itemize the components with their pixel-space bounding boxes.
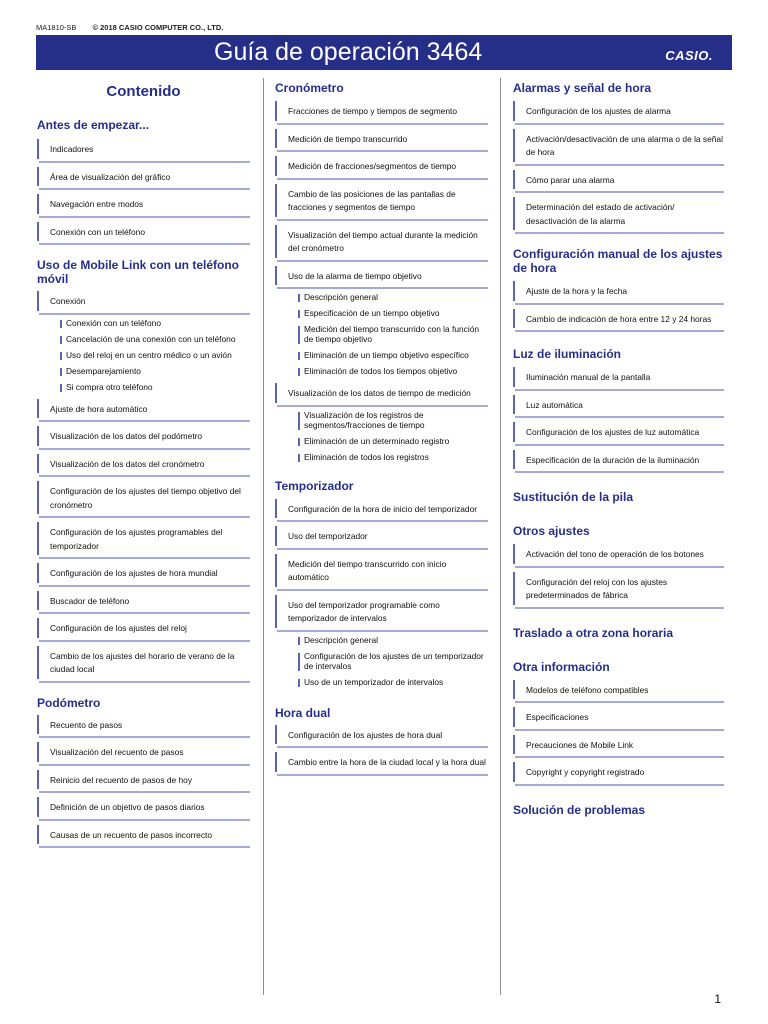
toc-link[interactable]: Conexión xyxy=(37,291,250,311)
toc-link[interactable]: Modelos de teléfono compatibles xyxy=(513,680,724,700)
toc-link[interactable]: Ajuste de hora automático xyxy=(37,399,250,419)
toc-link[interactable]: Activación/desactivación de una alarma o de la señal de hora xyxy=(513,129,724,162)
toc-link[interactable]: Visualización de los datos del cronómetro xyxy=(37,454,250,474)
copyright: © 2018 CASIO COMPUTER CO., LTD. xyxy=(92,23,224,32)
toc-link[interactable]: Uso del temporizador programable como temporizador de intervalos xyxy=(275,595,488,628)
toc-link[interactable]: Configuración de la hora de inicio del temporizador xyxy=(275,499,488,519)
toc-link[interactable]: Uso de la alarma de tiempo objetivo xyxy=(275,266,488,286)
section-heading[interactable]: Antes de empezar... xyxy=(37,118,150,132)
section-heading[interactable]: Cronómetro xyxy=(275,81,344,95)
toc-sublink[interactable]: Medición del tiempo transcurrido con la función de tiempo objetivo xyxy=(275,324,488,344)
toc-link[interactable]: Determinación del estado de activación/ desactivación de la alarma xyxy=(513,197,724,230)
toc-sublink[interactable]: Si compra otro teléfono xyxy=(37,382,250,392)
toc-sublink[interactable]: Uso del reloj en un centro médico o un avión xyxy=(37,350,250,360)
section-heading[interactable]: Otra información xyxy=(513,659,610,674)
toc-link[interactable]: Uso del temporizador xyxy=(275,526,488,546)
toc-link[interactable]: Área de visualización del gráfico xyxy=(37,167,250,187)
toc-link[interactable]: Ajuste de la hora y la fecha xyxy=(513,281,724,301)
section-heading[interactable]: Temporizador xyxy=(275,478,354,493)
column-3 xyxy=(513,78,724,817)
page-title: Guía de operación 3464 xyxy=(214,38,483,66)
page-number: 1 xyxy=(714,992,721,1006)
toc-link[interactable]: Medición de tiempo transcurrido xyxy=(275,129,488,149)
toc-link[interactable]: Configuración de los ajustes del reloj xyxy=(37,618,250,638)
toc-link[interactable]: Cambio de las posiciones de las pantallas de fracciones y segmentos de tiempo xyxy=(275,184,488,217)
toc-link[interactable]: Conexión con un teléfono xyxy=(37,222,250,242)
toc-sublink[interactable]: Desemparejamiento xyxy=(37,366,250,376)
toc-link[interactable]: Medición de fracciones/segmentos de tiempo xyxy=(275,156,488,176)
toc-link[interactable]: Indicadores xyxy=(37,139,250,159)
toc-sublink[interactable]: Conexión con un teléfono xyxy=(37,318,250,328)
toc-link[interactable]: Buscador de teléfono xyxy=(37,591,250,611)
toc-link[interactable]: Cambio de los ajustes del horario de verano de la ciudad local xyxy=(37,646,250,679)
toc-link[interactable]: Activación del tono de operación de los botones xyxy=(513,544,724,564)
toc-link[interactable]: Visualización de los datos del podómetro xyxy=(37,426,250,446)
toc-link[interactable]: Fracciones de tiempo y tiempos de segmento xyxy=(275,101,488,121)
column-2 xyxy=(275,78,488,772)
toc-link[interactable]: Visualización del tiempo actual durante la medición del cronómetro xyxy=(275,225,488,258)
toc-link[interactable]: Definición de un objetivo de pasos diarios xyxy=(37,797,250,817)
toc-sublink[interactable]: Eliminación de todos los registros xyxy=(275,452,488,462)
toc-link[interactable]: Configuración del reloj con los ajustes predeterminados de fábrica xyxy=(513,572,724,605)
column-divider xyxy=(500,78,501,995)
column-divider xyxy=(263,78,264,995)
toc-sublink[interactable]: Configuración de los ajustes de un temporizador de intervalos xyxy=(275,651,488,671)
toc-link[interactable]: Especificaciones xyxy=(513,707,724,727)
section-heading[interactable]: Sustitución de la pila xyxy=(513,490,634,504)
toc-link[interactable]: Cómo parar una alarma xyxy=(513,170,724,190)
contents-title: Contenido xyxy=(106,83,181,100)
toc-link[interactable]: Reinicio del recuento de pasos de hoy xyxy=(37,770,250,790)
toc-link[interactable]: Causas de un recuento de pasos incorrecto xyxy=(37,825,250,845)
toc-sublink[interactable]: Eliminación de todos los tiempos objetivo xyxy=(275,366,488,376)
toc-link[interactable]: Luz automática xyxy=(513,395,724,415)
section-heading[interactable]: Otros ajustes xyxy=(513,524,590,538)
section-heading[interactable]: Alarmas y señal de hora xyxy=(513,81,652,95)
toc-link[interactable]: Cambio de indicación de hora entre 12 y 24 horas xyxy=(513,309,724,329)
toc-sublink[interactable]: Descripción general xyxy=(275,292,488,302)
toc-sublink[interactable]: Cancelación de una conexión con un teléfono xyxy=(37,334,250,344)
toc-sublink[interactable]: Eliminación de un determinado registro xyxy=(275,436,488,446)
toc-link[interactable]: Configuración de los ajustes de alarma xyxy=(513,101,724,121)
toc-link[interactable]: Navegación entre modos xyxy=(37,194,250,214)
casio-logo: CASIO. xyxy=(665,48,713,63)
toc-link[interactable]: Visualización de los datos de tiempo de medición xyxy=(275,383,488,403)
section-heading[interactable]: Traslado a otra zona horaria xyxy=(513,625,674,640)
section-heading[interactable]: Solución de problemas xyxy=(513,802,646,817)
section-heading[interactable]: Luz de iluminación xyxy=(513,347,622,361)
toc-link[interactable]: Iluminación manual de la pantalla xyxy=(513,367,724,387)
toc-link[interactable]: Cambio entre la hora de la ciudad local y la hora dual xyxy=(275,752,488,772)
section-heading[interactable]: Uso de Mobile Link con un teléfono móvil xyxy=(37,258,240,286)
toc-link[interactable]: Recuento de pasos xyxy=(37,715,250,735)
doc-code: MA1810-SB xyxy=(36,23,77,32)
toc-link[interactable]: Configuración de los ajustes de hora dual xyxy=(275,725,488,745)
toc-link[interactable]: Visualización del recuento de pasos xyxy=(37,742,250,762)
toc-link[interactable]: Medición del tiempo transcurrido con inicio automático xyxy=(275,554,488,587)
toc-sublink[interactable]: Descripción general xyxy=(275,635,488,645)
toc-sublink[interactable]: Especificación de un tiempo objetivo xyxy=(275,308,488,318)
title-banner xyxy=(36,35,732,70)
column-1 xyxy=(37,78,250,844)
toc-link[interactable]: Configuración de los ajustes de hora mundial xyxy=(37,563,250,583)
toc-link[interactable]: Copyright y copyright registrado xyxy=(513,762,724,782)
section-heading[interactable]: Hora dual xyxy=(275,705,331,720)
toc-sublink[interactable]: Visualización de los registros de segmentos/fracciones de tiempo xyxy=(275,410,488,430)
toc-link[interactable]: Configuración de los ajustes de luz automática xyxy=(513,422,724,442)
doc-code-line xyxy=(36,23,223,32)
toc-link[interactable]: Especificación de la duración de la iluminación xyxy=(513,450,724,470)
section-heading[interactable]: Podómetro xyxy=(37,695,101,710)
toc-sublink[interactable]: Uso de un temporizador de intervalos xyxy=(275,677,488,687)
toc-sublink[interactable]: Eliminación de un tiempo objetivo específico xyxy=(275,350,488,360)
toc-link[interactable]: Precauciones de Mobile Link xyxy=(513,735,724,755)
toc-link[interactable]: Configuración de los ajustes del tiempo objetivo del cronómetro xyxy=(37,481,250,514)
toc-link[interactable]: Configuración de los ajustes programables del temporizador xyxy=(37,522,250,555)
section-heading[interactable]: Configuración manual de los ajustes de hora xyxy=(513,247,723,275)
